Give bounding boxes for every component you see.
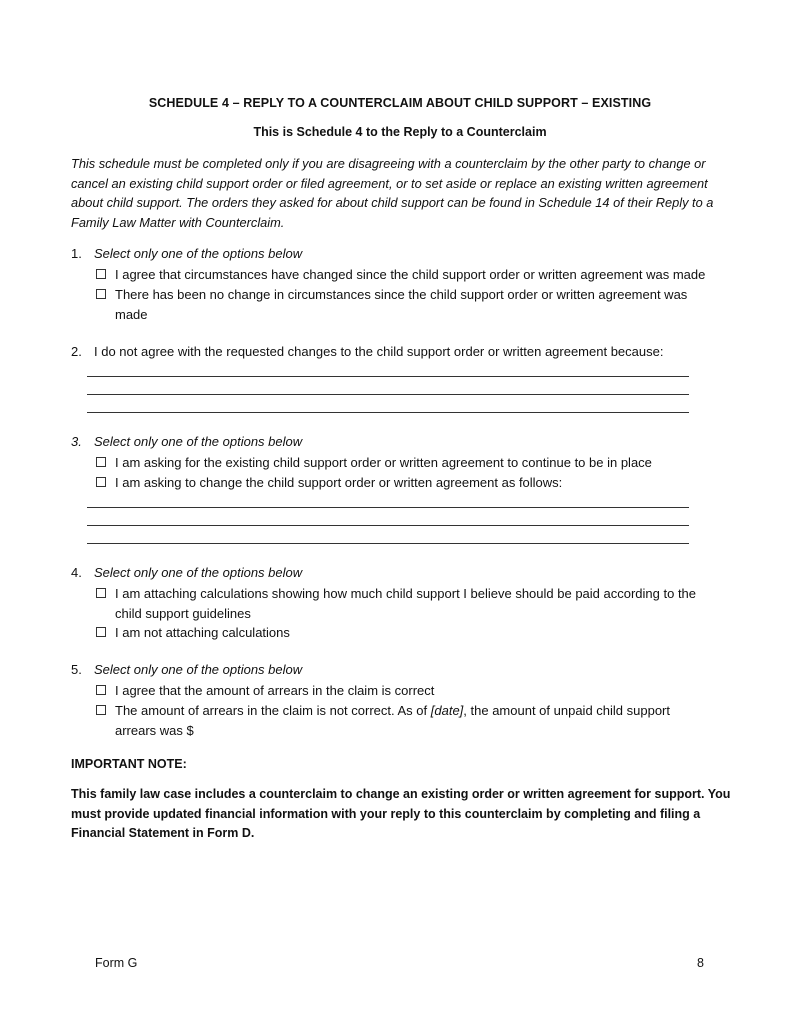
option-label: I agree that circumstances have changed since the child support order or written agreement was made	[115, 267, 706, 282]
checkbox[interactable]	[96, 289, 106, 299]
footer-form-label: Form G	[95, 956, 138, 970]
option-label: I agree that the amount of arrears in the claim is correct	[115, 683, 435, 698]
important-note-heading: IMPORTANT NOTE:	[71, 757, 187, 771]
checkbox[interactable]	[96, 269, 106, 279]
schedule-subtitle: This is Schedule 4 to the Reply to a Counterclaim	[253, 125, 547, 139]
option-label: I am not attaching calculations	[115, 625, 290, 640]
intro-paragraph: This schedule must be completed only if you are disagreeing with a counterclaim by the other party to change or cancel an existing child support order or filed agreement, or to set aside or replace an existing written agreement about child support. The orders they asked for about child support can be found in Schedule 14 of their Reply to a Family Law Matter with Counterclaim.	[71, 156, 714, 230]
question-heading: Select only one of the options below	[94, 662, 303, 677]
important-note-body: This family law case includes a counterclaim to change an existing order or written agreement for support. You must provide updated financial information with your reply to this counterclaim by completing and filing a Financial Statement in Form D.	[71, 787, 731, 840]
question-heading: I do not agree with the requested changes to the child support order or written agreement because:	[94, 344, 664, 359]
question-number: 5.	[71, 662, 82, 677]
answer-line[interactable]	[87, 394, 689, 395]
checkbox[interactable]	[96, 705, 106, 715]
question-number: 3.	[71, 434, 82, 449]
option-label: There has been no change in circumstances since the child support order or written agreement was made	[115, 287, 688, 322]
checkbox[interactable]	[96, 457, 106, 467]
answer-line[interactable]	[87, 507, 689, 508]
question-heading: Select only one of the options below	[94, 434, 303, 449]
answer-line[interactable]	[87, 525, 689, 526]
checkbox[interactable]	[96, 627, 106, 637]
answer-line[interactable]	[87, 376, 689, 377]
footer-page-number: 8	[697, 956, 704, 970]
option-label: I am asking for the existing child support order or written agreement to continue to be in place	[115, 455, 652, 470]
checkbox[interactable]	[96, 588, 106, 598]
schedule-title: SCHEDULE 4 – REPLY TO A COUNTERCLAIM ABOUT CHILD SUPPORT – EXISTING	[148, 96, 652, 110]
question-number: 1.	[71, 246, 82, 261]
answer-line[interactable]	[87, 543, 689, 544]
date-placeholder: [date]	[430, 703, 464, 718]
checkbox[interactable]	[96, 685, 106, 695]
question-heading: Select only one of the options below	[94, 565, 303, 580]
option-label: I am attaching calculations showing how much child support I believe should be paid according to the child support guidelines	[115, 586, 697, 621]
option-label	[115, 701, 705, 740]
question-number: 2.	[71, 344, 82, 359]
question-number: 4.	[71, 565, 82, 580]
option-label: I am asking to change the child support order or written agreement as follows:	[115, 475, 563, 490]
option-label-part: The amount of arrears in the claim is not correct. As of	[115, 703, 428, 718]
answer-line[interactable]	[87, 412, 689, 413]
checkbox[interactable]	[96, 477, 106, 487]
question-heading: Select only one of the options below	[94, 246, 303, 261]
option-label-part: , the amount of unpaid child support arrears was $	[115, 703, 670, 738]
